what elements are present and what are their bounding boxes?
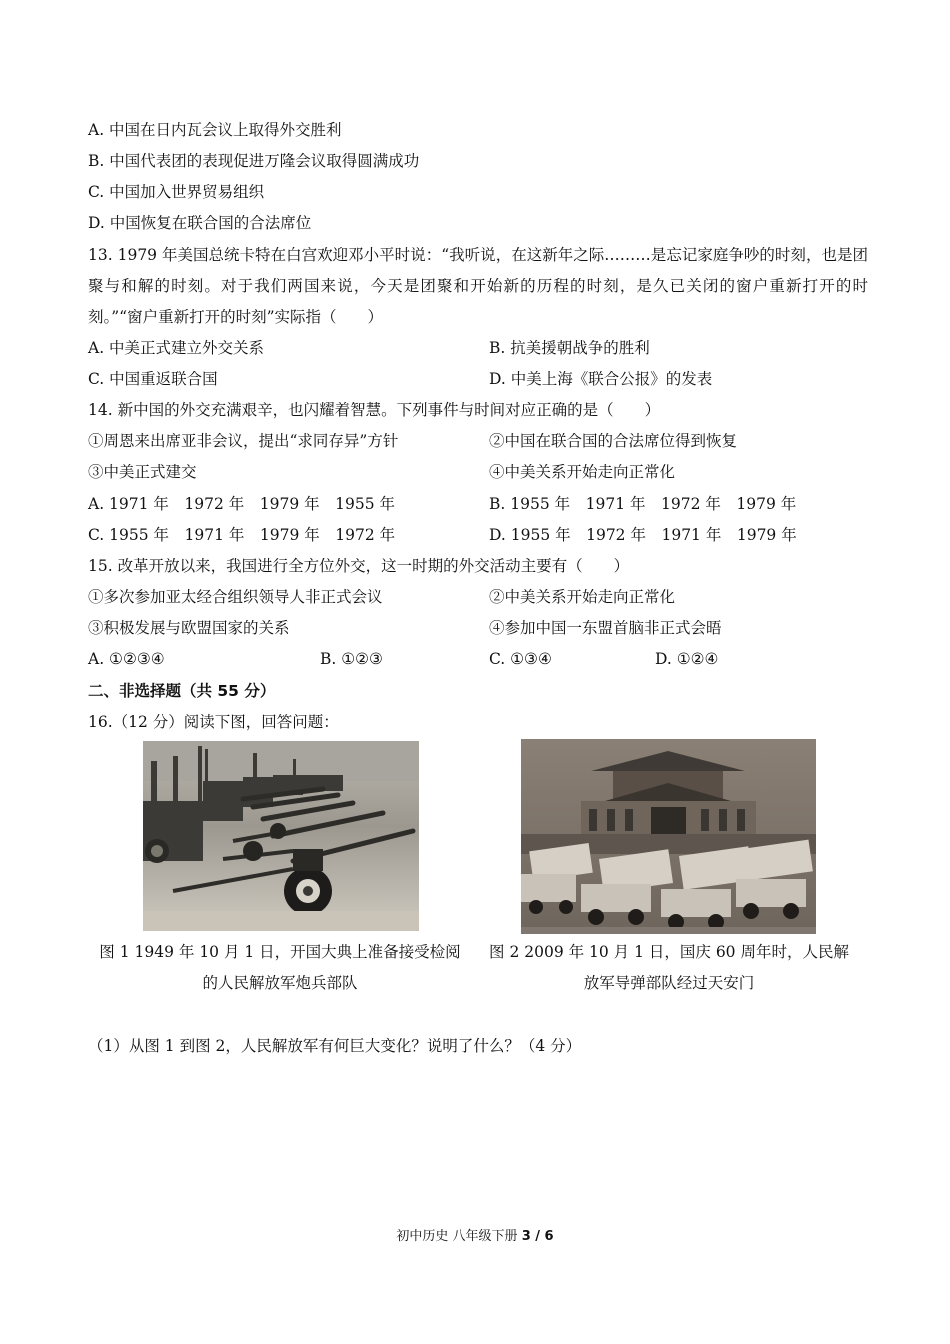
figure-1-caption: 图 1 1949 年 10 月 1 日，开国大典上准备接受检阅的人民解放军炮兵部队 (99, 943, 461, 992)
q15-option-d: D. ①②④ (655, 650, 719, 668)
q12-option-b: B. 中国代表团的表现促进万隆会议取得圆满成功 (88, 152, 420, 170)
footer-page-number: 3 / 6 (521, 1229, 554, 1244)
q15-item-1: ①多次参加亚太经合组织领导人非正式会议 (88, 588, 383, 606)
q14-event-4: ④中美关系开始走向正常化 (489, 463, 676, 481)
figure-2-caption: 图 2 2009 年 10 月 1 日，国庆 60 周年时，人民解放军导弹部队经过天安门 (489, 943, 849, 992)
q13-option-c: C. 中国重返联合国 (88, 370, 218, 388)
q15-item-2: ②中美关系开始走向正常化 (489, 588, 676, 606)
q13-stem: 13. 1979 年美国总统卡特在白宫欢迎邓小平时说：“我听说，在这新年之际………是忘记家庭争吵的时刻，也是团聚与和解的时刻。对于我们两国来说，今天是团聚和开始新的历程的时刻，是久已关闭的窗户重新打开的时刻。”“窗户重新打开的时刻”实际指（ ） (88, 246, 868, 326)
page-footer (0, 1225, 950, 1244)
q15-option-c: C. ①③④ (489, 650, 552, 668)
footer-subject: 初中历史 八年级下册 (396, 1229, 518, 1244)
q16-sub-question-1: （1）从图 1 到图 2，人民解放军有何巨大变化？说明了什么？（4 分） (88, 1037, 582, 1055)
q14-option-b: B. 1955 年 1971 年 1972 年 1979 年 (489, 495, 797, 513)
q14-option-c: C. 1955 年 1971 年 1979 年 1972 年 (88, 526, 396, 544)
q13-option-d: D. 中美上海《联合公报》的发表 (489, 370, 713, 388)
q12-option-c: C. 中国加入世界贸易组织 (88, 183, 265, 201)
q14-event-2: ②中国在联合国的合法席位得到恢复 (489, 432, 738, 450)
q14-stem: 14. 新中国的外交充满艰辛，也闪耀着智慧。下列事件与时间对应正确的是（ ） (88, 401, 661, 419)
q14-event-1: ①周恩来出席亚非会议，提出“求同存异”方针 (88, 432, 399, 450)
q14-option-d: D. 1955 年 1972 年 1971 年 1979 年 (489, 526, 797, 544)
q14-option-a: A. 1971 年 1972 年 1979 年 1955 年 (88, 495, 396, 513)
section-heading: 二、非选择题（共 55 分） (88, 682, 276, 700)
q15-item-3: ③积极发展与欧盟国家的关系 (88, 619, 290, 637)
missile-parade-photo (521, 739, 816, 934)
q15-stem: 15. 改革开放以来，我国进行全方位外交，这一时期的外交活动主要有（ ） (88, 557, 630, 575)
q12-option-d: D. 中国恢复在联合国的合法席位 (88, 214, 312, 232)
q14-event-3: ③中美正式建交 (88, 463, 197, 481)
q13-option-a: A. 中美正式建立外交关系 (88, 339, 265, 357)
q15-item-4: ④参加中国一东盟首脑非正式会晤 (489, 619, 722, 637)
q16-stem: 16.（12 分）阅读下图，回答问题： (88, 713, 339, 731)
q13-option-b: B. 抗美援朝战争的胜利 (489, 339, 650, 357)
q12-option-a: A. 中国在日内瓦会议上取得外交胜利 (88, 121, 342, 139)
q15-option-a: A. ①②③④ (88, 650, 165, 668)
artillery-parade-photo (143, 741, 419, 931)
q15-option-b: B. ①②③ (320, 650, 383, 668)
